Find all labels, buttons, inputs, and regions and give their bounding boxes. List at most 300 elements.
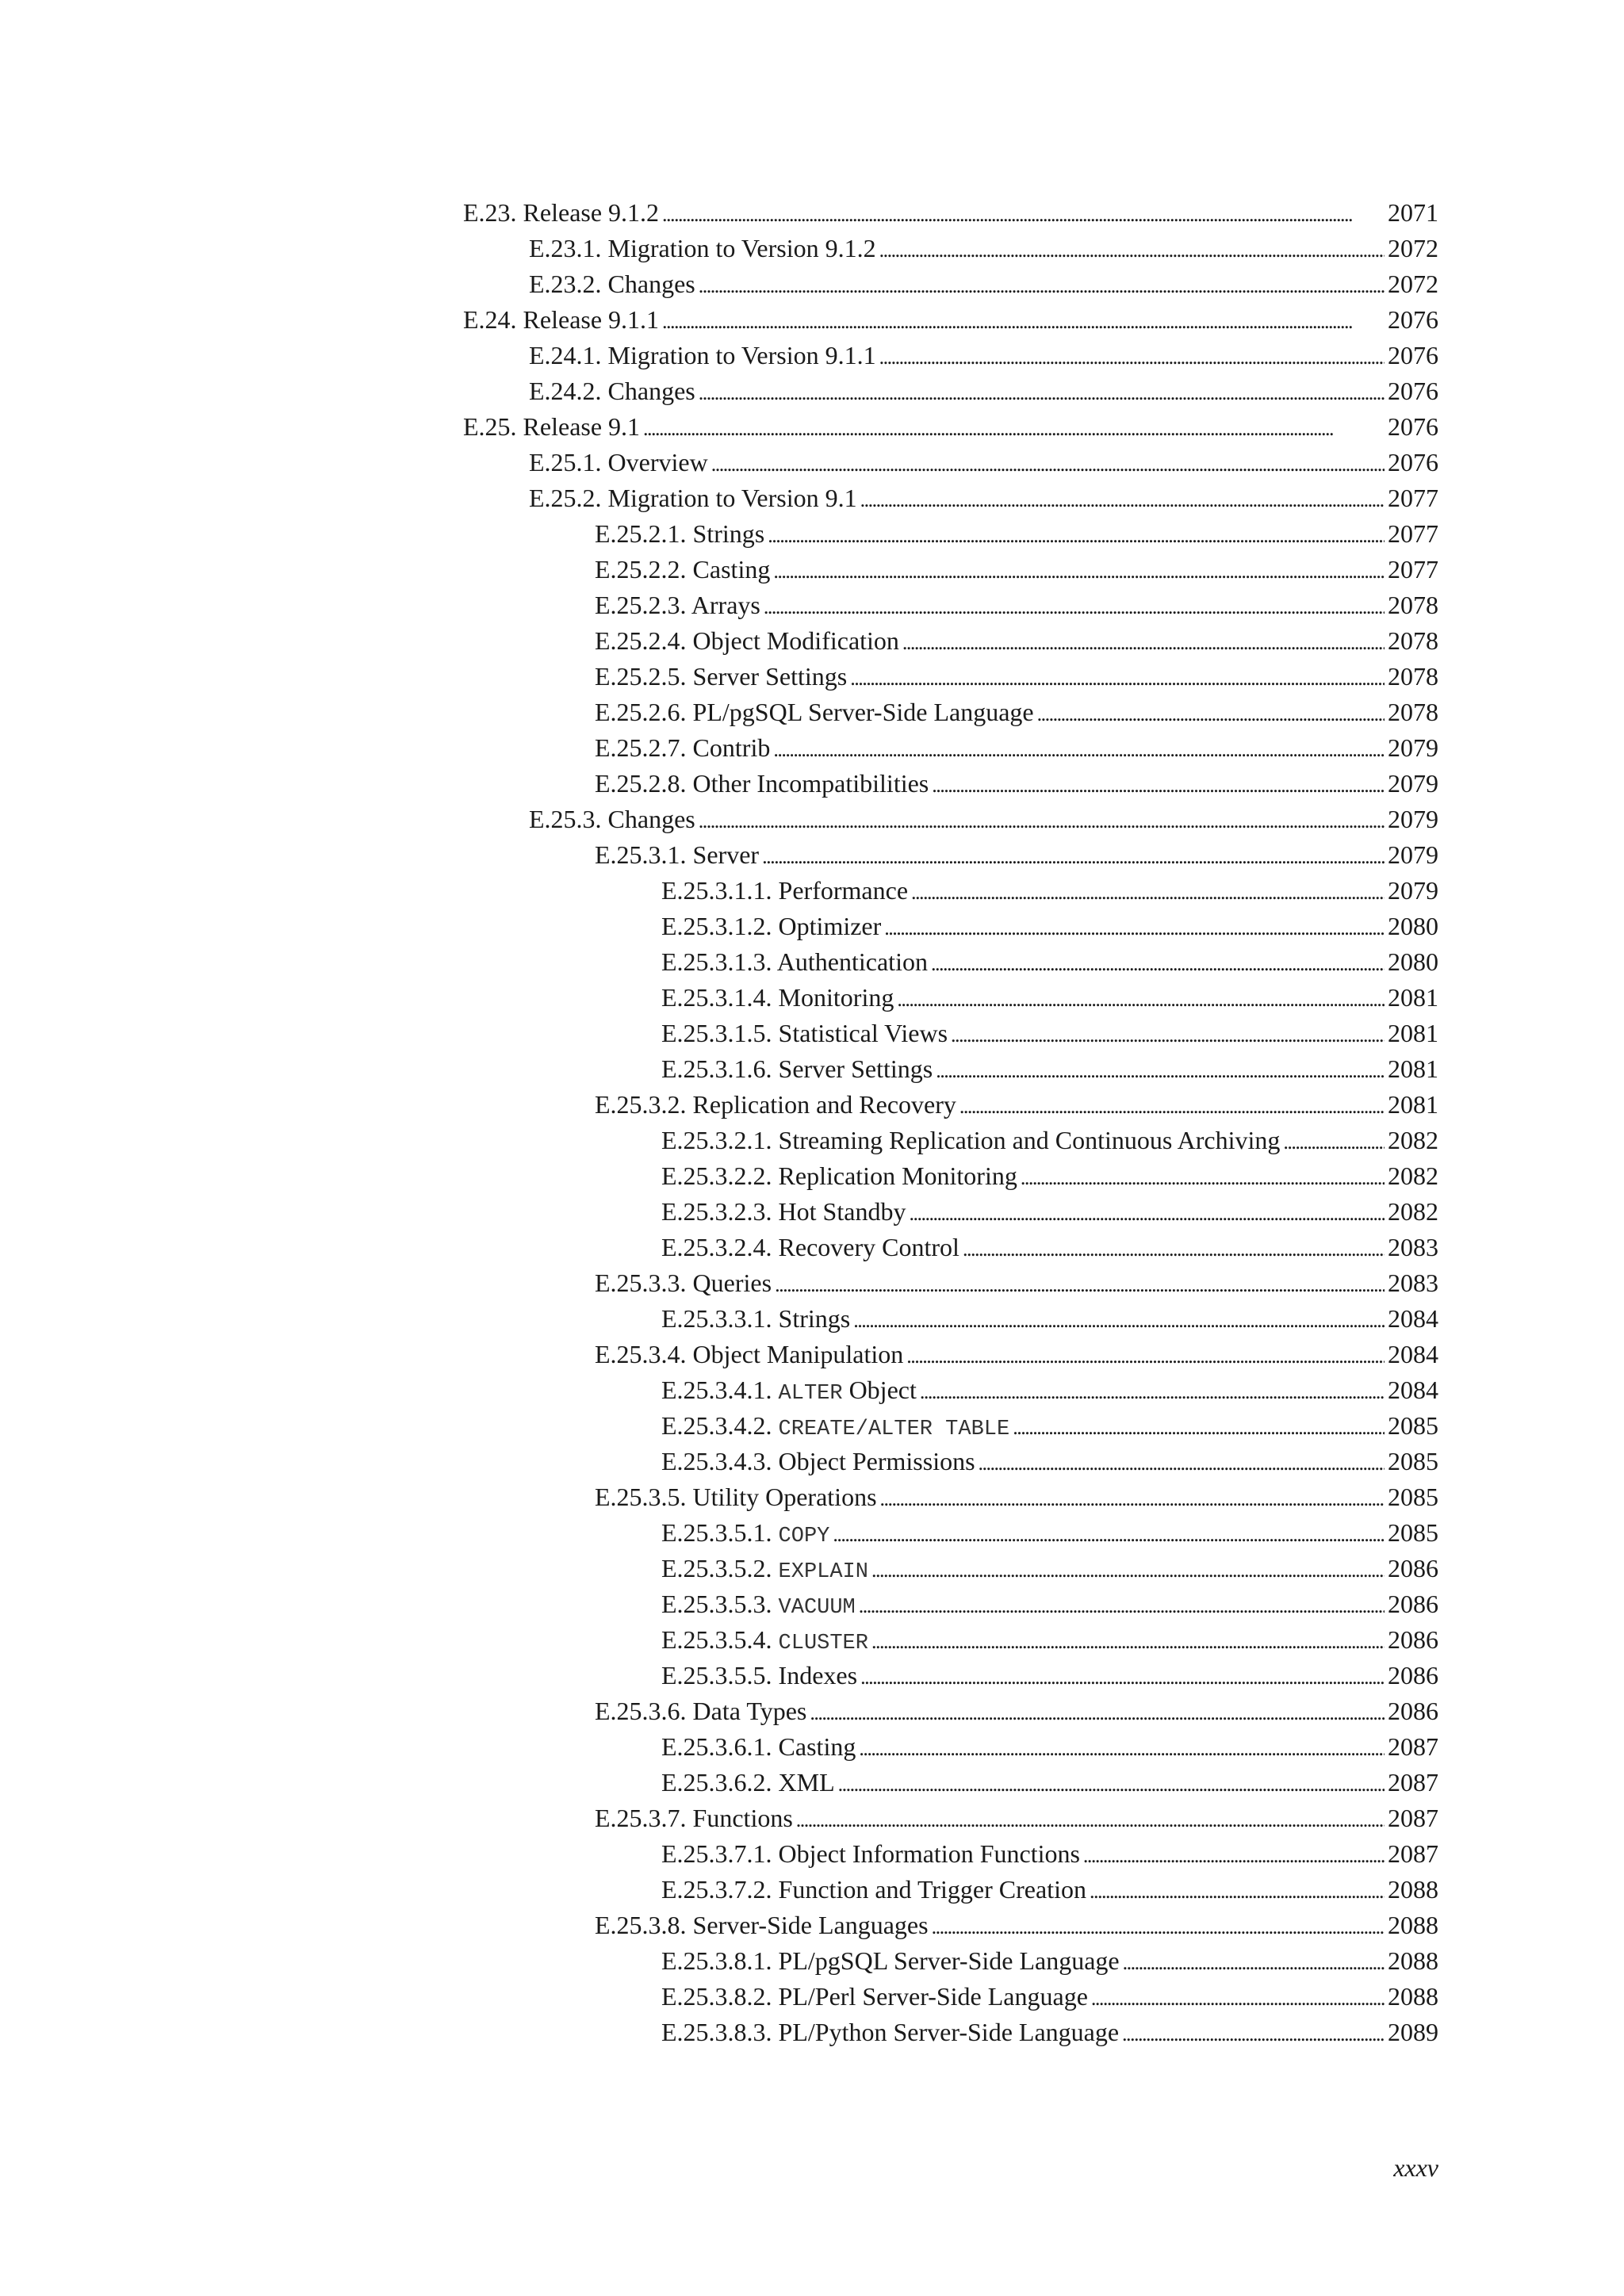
toc-entry-label xyxy=(463,409,640,445)
toc-entry[interactable] xyxy=(463,1051,1438,1087)
toc-entry-label xyxy=(595,1479,877,1515)
toc-entry-leader xyxy=(906,1338,1385,1374)
toc-entry-number: E.25.3.2. xyxy=(595,1090,687,1119)
toc-entry-title: Optimizer xyxy=(778,912,882,940)
toc-entry-page: 2086 xyxy=(1388,1590,1438,1618)
toc-entry-label xyxy=(529,445,708,480)
toc-entry-title: Migration to Version 9.1.1 xyxy=(607,341,876,369)
toc-entry-label xyxy=(595,1693,806,1729)
toc-entry-leader xyxy=(936,1053,1385,1089)
toc-entry-leader xyxy=(1013,1410,1385,1445)
toc-entry-number: E.25.3.1.2. xyxy=(661,912,772,940)
toc-entry-label xyxy=(661,1372,917,1412)
toc-entry-number: E.25.3.7. xyxy=(595,1804,687,1832)
toc-entry-label xyxy=(661,1408,1009,1448)
toc-entry-number: E.25.3.8. xyxy=(595,1911,687,1939)
toc-entry-title: Object Permissions xyxy=(778,1447,975,1475)
toc-entry-code: COPY xyxy=(778,1525,830,1548)
toc-entry-page: 2088 xyxy=(1388,1982,1438,2011)
toc-entry-label xyxy=(529,373,695,409)
toc-entry-leader xyxy=(859,1731,1385,1766)
toc-entry-leader xyxy=(1021,1160,1385,1196)
toc-entry[interactable] xyxy=(463,1586,1438,1622)
toc-entry-leader xyxy=(931,946,1385,982)
toc-entry-title: Strings xyxy=(778,1304,851,1333)
toc-entry-title: XML xyxy=(778,1768,835,1797)
toc-entry-page: 2085 xyxy=(1388,1483,1438,1511)
toc-entry-page: 2079 xyxy=(1388,876,1438,905)
toc-entry-number: E.25.2.6. xyxy=(595,698,687,726)
toc-entry[interactable] xyxy=(463,338,1438,373)
toc-entry-page: 2088 xyxy=(1388,1875,1438,1904)
toc-entry-leader xyxy=(897,982,1385,1017)
toc-entry-page: 2084 xyxy=(1388,1340,1438,1368)
toc-entry-label xyxy=(661,1979,1088,2015)
toc-entry-label xyxy=(661,1586,856,1626)
toc-entry-label xyxy=(595,659,847,695)
toc-entry-number: E.25.3.6.2. xyxy=(661,1768,772,1797)
toc-entry-label xyxy=(595,1337,903,1372)
toc-entry-label xyxy=(661,944,928,980)
toc-entry[interactable] xyxy=(463,909,1438,944)
toc-entry-label xyxy=(661,1230,959,1265)
toc-entry-page: 2082 xyxy=(1388,1126,1438,1154)
toc-entry[interactable] xyxy=(463,766,1438,802)
toc-entry-code: VACUUM xyxy=(778,1596,856,1620)
toc-entry-leader xyxy=(838,1766,1385,1802)
toc-entry-page: 2076 xyxy=(1388,305,1438,334)
toc-entry-leader xyxy=(959,1089,1385,1124)
toc-entry-page: 2086 xyxy=(1388,1697,1438,1725)
toc-entry-title: Changes xyxy=(607,377,695,405)
toc-entry-number: E.25.3.1.6. xyxy=(661,1054,772,1083)
toc-entry-page: 2082 xyxy=(1388,1161,1438,1190)
toc-entry-title: Overview xyxy=(607,448,708,476)
toc-entry-leader xyxy=(879,339,1385,375)
toc-entry-number: E.25.3.6. xyxy=(595,1697,687,1725)
toc-entry-label xyxy=(661,2015,1119,2050)
toc-entry[interactable] xyxy=(463,1622,1438,1658)
toc-entry-number: E.25.3.1.1. xyxy=(661,876,772,905)
toc-entry-label xyxy=(661,1551,868,1590)
toc-entry[interactable] xyxy=(463,730,1438,766)
toc-entry[interactable] xyxy=(463,1265,1438,1301)
toc-entry[interactable] xyxy=(463,1729,1438,1765)
toc-entry-label xyxy=(661,1444,975,1479)
toc-entry-page: 2082 xyxy=(1388,1197,1438,1226)
toc-entry-number: E.25.3.4.1. xyxy=(661,1376,772,1404)
toc-entry-title: Release 9.1.1 xyxy=(523,305,660,334)
toc-entry-number: E.25.3. xyxy=(529,805,602,833)
toc-entry-label xyxy=(661,1765,835,1800)
toc-entry-label xyxy=(595,1800,793,1836)
toc-entry[interactable] xyxy=(463,516,1438,552)
toc-entry-number: E.23. xyxy=(463,198,517,227)
toc-entry-label xyxy=(661,1194,906,1230)
toc-entry-page: 2076 xyxy=(1388,377,1438,405)
toc-entry[interactable] xyxy=(463,1551,1438,1586)
toc-entry-page: 2081 xyxy=(1388,983,1438,1012)
toc-entry[interactable] xyxy=(463,837,1438,873)
toc-entry-number: E.25.2.5. xyxy=(595,662,687,691)
toc-entry[interactable] xyxy=(463,1016,1438,1051)
toc-entry-title: Replication Monitoring xyxy=(778,1161,1017,1190)
toc-entry[interactable] xyxy=(463,1158,1438,1194)
toc-entry-label xyxy=(661,909,881,944)
toc-entry-title: Server Settings xyxy=(778,1054,933,1083)
toc-entry-number: E.25.3.1. xyxy=(595,840,687,869)
toc-entry[interactable] xyxy=(463,1908,1438,1943)
toc-entry[interactable] xyxy=(463,1515,1438,1551)
toc-entry-number: E.25.3.1.3. xyxy=(661,947,772,976)
toc-entry-number: E.25.3.4.2. xyxy=(661,1411,772,1440)
toc-entry-title: Casting xyxy=(778,1732,856,1761)
toc-entry-page: 2087 xyxy=(1388,1839,1438,1868)
toc-entry-title: Queries xyxy=(692,1269,772,1297)
toc-entry-label xyxy=(661,1123,1280,1158)
toc-entry-page: 2087 xyxy=(1388,1804,1438,1832)
toc-entry-page: 2081 xyxy=(1388,1019,1438,1047)
toc-entry-number: E.25.2.7. xyxy=(595,733,687,762)
toc-entry-number: E.25.2. xyxy=(529,484,602,512)
toc-entry-page: 2078 xyxy=(1388,698,1438,726)
toc-entry-leader xyxy=(880,1481,1385,1517)
toc-entry-page: 2084 xyxy=(1388,1376,1438,1404)
toc-entry-label xyxy=(595,730,770,766)
toc-entry-label xyxy=(661,1051,933,1087)
toc-entry[interactable] xyxy=(463,695,1438,730)
toc-entry-page: 2089 xyxy=(1388,2018,1438,2046)
toc-entry-number: E.25.2.2. xyxy=(595,555,687,584)
toc-entry-label xyxy=(661,1622,868,1662)
toc-entry-label xyxy=(661,1729,856,1765)
toc-entry-label xyxy=(595,623,899,659)
toc-entry-label xyxy=(529,480,857,516)
toc-entry-leader xyxy=(1083,1838,1385,1873)
toc-entry-code: CLUSTER xyxy=(778,1632,868,1655)
toc-entry-number: E.25.3.8.1. xyxy=(661,1946,772,1975)
toc-entry-number: E.25.3.1.5. xyxy=(661,1019,772,1047)
toc-entry-title: Migration to Version 9.1.2 xyxy=(607,234,876,262)
toc-entry-label xyxy=(661,1301,850,1337)
toc-entry-leader xyxy=(850,660,1385,696)
toc-entry[interactable] xyxy=(463,1658,1438,1693)
toc-entry-number: E.25.2.8. xyxy=(595,769,687,798)
toc-entry[interactable] xyxy=(463,980,1438,1016)
toc-entry-label xyxy=(661,1872,1086,1908)
toc-entry-leader xyxy=(662,304,1385,339)
toc-entry[interactable] xyxy=(463,802,1438,837)
toc-entry-page: 2077 xyxy=(1388,484,1438,512)
toc-entry-page: 2079 xyxy=(1388,733,1438,762)
toc-entry-title: Performance xyxy=(778,876,909,905)
toc-entry-label xyxy=(595,1087,956,1123)
toc-entry-label xyxy=(661,1658,857,1693)
toc-entry-number: E.25.2.4. xyxy=(595,626,687,655)
toc-entry-number: E.25.3.5. xyxy=(595,1483,687,1511)
toc-entry-number: E.25.3.5.2. xyxy=(661,1554,772,1582)
toc-entry-title: Strings xyxy=(692,519,765,548)
toc-entry-title: Changes xyxy=(607,270,695,298)
toc-entry-page: 2085 xyxy=(1388,1518,1438,1547)
toc-entry-number: E.25.3.2.1. xyxy=(661,1126,772,1154)
toc-entry-label xyxy=(661,1943,1120,1979)
toc-entry[interactable] xyxy=(463,231,1438,266)
toc-entry[interactable] xyxy=(463,195,1438,231)
toc-entry-leader xyxy=(1123,1945,1385,1980)
toc-entry-title: PL/pgSQL Server-Side Language xyxy=(778,1946,1120,1975)
toc-entry-label xyxy=(661,873,908,909)
toc-entry[interactable] xyxy=(463,587,1438,623)
toc-entry-title: PL/Python Server-Side Language xyxy=(778,2018,1120,2046)
toc-entry-label xyxy=(595,766,929,802)
toc-entry-page: 2072 xyxy=(1388,234,1438,262)
toc-entry-number: E.23.2. xyxy=(529,270,602,298)
toc-entry-leader xyxy=(833,1517,1385,1552)
toc-entry-title: PL/pgSQL Server-Side Language xyxy=(692,698,1034,726)
toc-entry-title: Hot Standby xyxy=(778,1197,906,1226)
toc-entry-label xyxy=(529,266,695,302)
toc-entry-code: EXPLAIN xyxy=(778,1560,868,1584)
toc-entry[interactable] xyxy=(463,1800,1438,1836)
toc-entry-leader xyxy=(764,589,1385,625)
toc-entry-title: Changes xyxy=(607,805,695,833)
toc-entry-leader xyxy=(1283,1124,1385,1160)
toc-entry-label xyxy=(595,516,764,552)
toc-entry-title: Release 9.1 xyxy=(523,412,641,441)
toc-entry-page: 2076 xyxy=(1388,341,1438,369)
toc-entry-label xyxy=(595,1908,929,1943)
toc-entry-code: ALTER xyxy=(778,1382,843,1406)
toc-entry-leader xyxy=(951,1017,1385,1053)
toc-entry-title: Casting xyxy=(692,555,771,584)
toc-entry-label xyxy=(595,587,760,623)
toc-entry-leader xyxy=(1037,696,1385,732)
toc-entry-title: Functions xyxy=(692,1804,793,1832)
toc-entry[interactable] xyxy=(463,302,1438,338)
toc-entry-page: 2087 xyxy=(1388,1732,1438,1761)
toc-entry-leader xyxy=(643,411,1385,446)
toc-entry-number: E.25.3.2.2. xyxy=(661,1161,772,1190)
toc-entry-number: E.25.3.6.1. xyxy=(661,1732,772,1761)
toc-entry-page: 2078 xyxy=(1388,591,1438,619)
toc-entry-page: 2079 xyxy=(1388,805,1438,833)
toc-entry-label xyxy=(595,552,770,587)
toc-entry-page: 2080 xyxy=(1388,912,1438,940)
toc-entry-page: 2072 xyxy=(1388,270,1438,298)
toc-entry[interactable] xyxy=(463,1836,1438,1872)
toc-entry-page: 2081 xyxy=(1388,1090,1438,1119)
toc-entry-page: 2086 xyxy=(1388,1554,1438,1582)
toc-entry-page: 2086 xyxy=(1388,1661,1438,1689)
toc-entry[interactable] xyxy=(463,2015,1438,2050)
toc-entry-leader xyxy=(860,1659,1385,1695)
toc-entry-number: E.25.3.7.2. xyxy=(661,1875,772,1904)
toc-entry-number: E.23.1. xyxy=(529,234,602,262)
toc-entry-page: 2087 xyxy=(1388,1768,1438,1797)
toc-entry-number: E.25.3.4.3. xyxy=(661,1447,772,1475)
toc-entry-number: E.24.2. xyxy=(529,377,602,405)
toc-entry[interactable] xyxy=(463,1123,1438,1158)
toc-entry[interactable] xyxy=(463,266,1438,302)
toc-entry[interactable] xyxy=(463,1230,1438,1265)
toc-entry-page: 2077 xyxy=(1388,519,1438,548)
toc-entry-number: E.25.3.2.4. xyxy=(661,1233,772,1261)
toc-entry-number: E.25.3.8.2. xyxy=(661,1982,772,2011)
toc-entry-title: Arrays xyxy=(691,591,760,619)
toc-entry-title: Server Settings xyxy=(692,662,848,691)
toc-entry-label xyxy=(595,1265,772,1301)
toc-entry-page: 2083 xyxy=(1388,1269,1438,1297)
toc-entry-leader xyxy=(879,232,1385,268)
toc-entry-page: 2083 xyxy=(1388,1233,1438,1261)
toc-entry-leader xyxy=(932,1909,1385,1945)
toc-entry-page: 2077 xyxy=(1388,555,1438,584)
toc-entry-number: E.25.3.5.1. xyxy=(661,1518,772,1547)
toc-entry[interactable] xyxy=(463,873,1438,909)
toc-entry-leader xyxy=(963,1231,1385,1267)
toc-entry[interactable] xyxy=(463,944,1438,980)
toc-entry[interactable] xyxy=(463,1765,1438,1800)
toc-entry[interactable] xyxy=(463,1943,1438,1979)
toc-entry[interactable] xyxy=(463,1087,1438,1123)
toc-entry-title: Release 9.1.2 xyxy=(523,198,660,227)
toc-entry-title: Migration to Version 9.1 xyxy=(607,484,857,512)
toc-entry-number: E.25. xyxy=(463,412,517,441)
toc-entry-leader xyxy=(796,1802,1385,1838)
toc-entry-title: Function and Trigger Creation xyxy=(778,1875,1086,1904)
toc-entry-leader xyxy=(853,1303,1385,1338)
toc-entry-title: Indexes xyxy=(778,1661,858,1689)
toc-entry-title: Server-Side Languages xyxy=(692,1911,929,1939)
toc-entry[interactable] xyxy=(463,1479,1438,1515)
toc-entry[interactable] xyxy=(463,659,1438,695)
toc-entry-leader xyxy=(711,446,1385,482)
toc-entry-leader xyxy=(1090,1873,1385,1909)
toc-entry[interactable] xyxy=(463,445,1438,480)
toc-entry-label xyxy=(595,695,1034,730)
toc-entry-leader xyxy=(884,910,1385,946)
toc-entry-title: Object Modification xyxy=(692,626,899,655)
toc-entry[interactable] xyxy=(463,1301,1438,1337)
toc-entry-leader xyxy=(1122,2016,1385,2052)
toc-entry-page: 2086 xyxy=(1388,1625,1438,1654)
toc-entry-leader xyxy=(860,482,1385,518)
toc-entry-page: 2071 xyxy=(1388,198,1438,227)
toc-entry-number: E.24.1. xyxy=(529,341,602,369)
toc-entry-title: Streaming Replication and Continuous Archiving xyxy=(778,1126,1281,1154)
toc-entry-title: Authentication xyxy=(776,947,928,976)
toc-entry-number: E.25.1. xyxy=(529,448,602,476)
toc-entry-title: Data Types xyxy=(692,1697,807,1725)
toc-entry-label xyxy=(661,980,894,1016)
toc-entry-leader xyxy=(979,1445,1385,1481)
toc-entry-label xyxy=(463,195,659,231)
toc-entry-page: 2076 xyxy=(1388,412,1438,441)
toc-entry-title: Server xyxy=(692,840,760,869)
toc-entry[interactable] xyxy=(463,1693,1438,1729)
toc-entry-label xyxy=(529,802,695,837)
toc-entry-number: E.25.3.4. xyxy=(595,1340,687,1368)
toc-entry-label xyxy=(529,231,876,266)
toc-entry-label xyxy=(463,302,659,338)
toc-entry-number: E.24. xyxy=(463,305,517,334)
toc-entry[interactable] xyxy=(463,1408,1438,1444)
toc-entry-leader xyxy=(662,197,1385,232)
toc-entry-page: 2085 xyxy=(1388,1411,1438,1440)
toc-entry-title: Other Incompatibilities xyxy=(692,769,929,798)
toc-entry[interactable] xyxy=(463,1194,1438,1230)
toc-entry-number: E.25.3.1.4. xyxy=(661,983,772,1012)
toc-entry[interactable] xyxy=(463,1337,1438,1372)
toc-entry[interactable] xyxy=(463,409,1438,445)
toc-entry-label xyxy=(529,338,876,373)
toc-entry-leader xyxy=(699,375,1385,411)
toc-entry-page: 2078 xyxy=(1388,662,1438,691)
toc-entry-page: 2080 xyxy=(1388,947,1438,976)
toc-entry-label xyxy=(661,1836,1080,1872)
table-of-contents xyxy=(463,195,1438,2050)
toc-entry-title: Replication and Recovery xyxy=(692,1090,956,1119)
toc-entry[interactable] xyxy=(463,480,1438,516)
toc-entry-title: Monitoring xyxy=(778,983,894,1012)
toc-entry-title: Object Manipulation xyxy=(692,1340,904,1368)
toc-entry-label xyxy=(661,1016,948,1051)
toc-entry-page: 2084 xyxy=(1388,1304,1438,1333)
toc-entry-page: 2088 xyxy=(1388,1911,1438,1939)
toc-entry-label xyxy=(661,1515,829,1555)
toc-entry-leader xyxy=(810,1695,1385,1731)
toc-entry-title-tail: Object xyxy=(842,1376,917,1404)
toc-entry-page: 2081 xyxy=(1388,1054,1438,1083)
toc-entry[interactable] xyxy=(463,1372,1438,1408)
toc-entry-page: 2085 xyxy=(1388,1447,1438,1475)
toc-entry-number: E.25.3.7.1. xyxy=(661,1839,772,1868)
toc-entry[interactable] xyxy=(463,1979,1438,2015)
toc-entry[interactable] xyxy=(463,623,1438,659)
toc-entry-number: E.25.2.1. xyxy=(595,519,687,548)
toc-entry-leader xyxy=(911,874,1385,910)
toc-entry-leader xyxy=(1091,1980,1385,2016)
toc-entry-leader xyxy=(773,732,1385,767)
toc-entry-page: 2076 xyxy=(1388,448,1438,476)
toc-entry-leader xyxy=(932,767,1385,803)
toc-entry-leader xyxy=(762,839,1385,874)
toc-entry-code: CREATE/ALTER TABLE xyxy=(778,1418,1010,1441)
toc-entry[interactable] xyxy=(463,1444,1438,1479)
page-number: xxxv xyxy=(1393,2153,1438,2182)
toc-entry-number: E.25.3.3. xyxy=(595,1269,687,1297)
toc-entry-page: 2078 xyxy=(1388,626,1438,655)
toc-entry-number: E.25.2.3. xyxy=(595,591,687,619)
toc-entry[interactable] xyxy=(463,373,1438,409)
toc-entry-title: Object Information Functions xyxy=(778,1839,1080,1868)
toc-entry-page: 2079 xyxy=(1388,769,1438,798)
toc-entry-title: Statistical Views xyxy=(778,1019,948,1047)
toc-entry-title: PL/Perl Server-Side Language xyxy=(778,1982,1088,2011)
toc-entry-leader xyxy=(775,1267,1385,1303)
toc-entry-leader xyxy=(773,553,1385,589)
toc-entry-leader xyxy=(920,1374,1385,1410)
toc-entry-number: E.25.3.3.1. xyxy=(661,1304,772,1333)
toc-entry[interactable] xyxy=(463,552,1438,587)
toc-entry-page: 2088 xyxy=(1388,1946,1438,1975)
toc-entry-leader xyxy=(859,1588,1385,1624)
toc-entry-title: Utility Operations xyxy=(692,1483,877,1511)
toc-entry[interactable] xyxy=(463,1872,1438,1908)
toc-entry-number: E.25.3.5.3. xyxy=(661,1590,772,1618)
toc-entry-page: 2079 xyxy=(1388,840,1438,869)
